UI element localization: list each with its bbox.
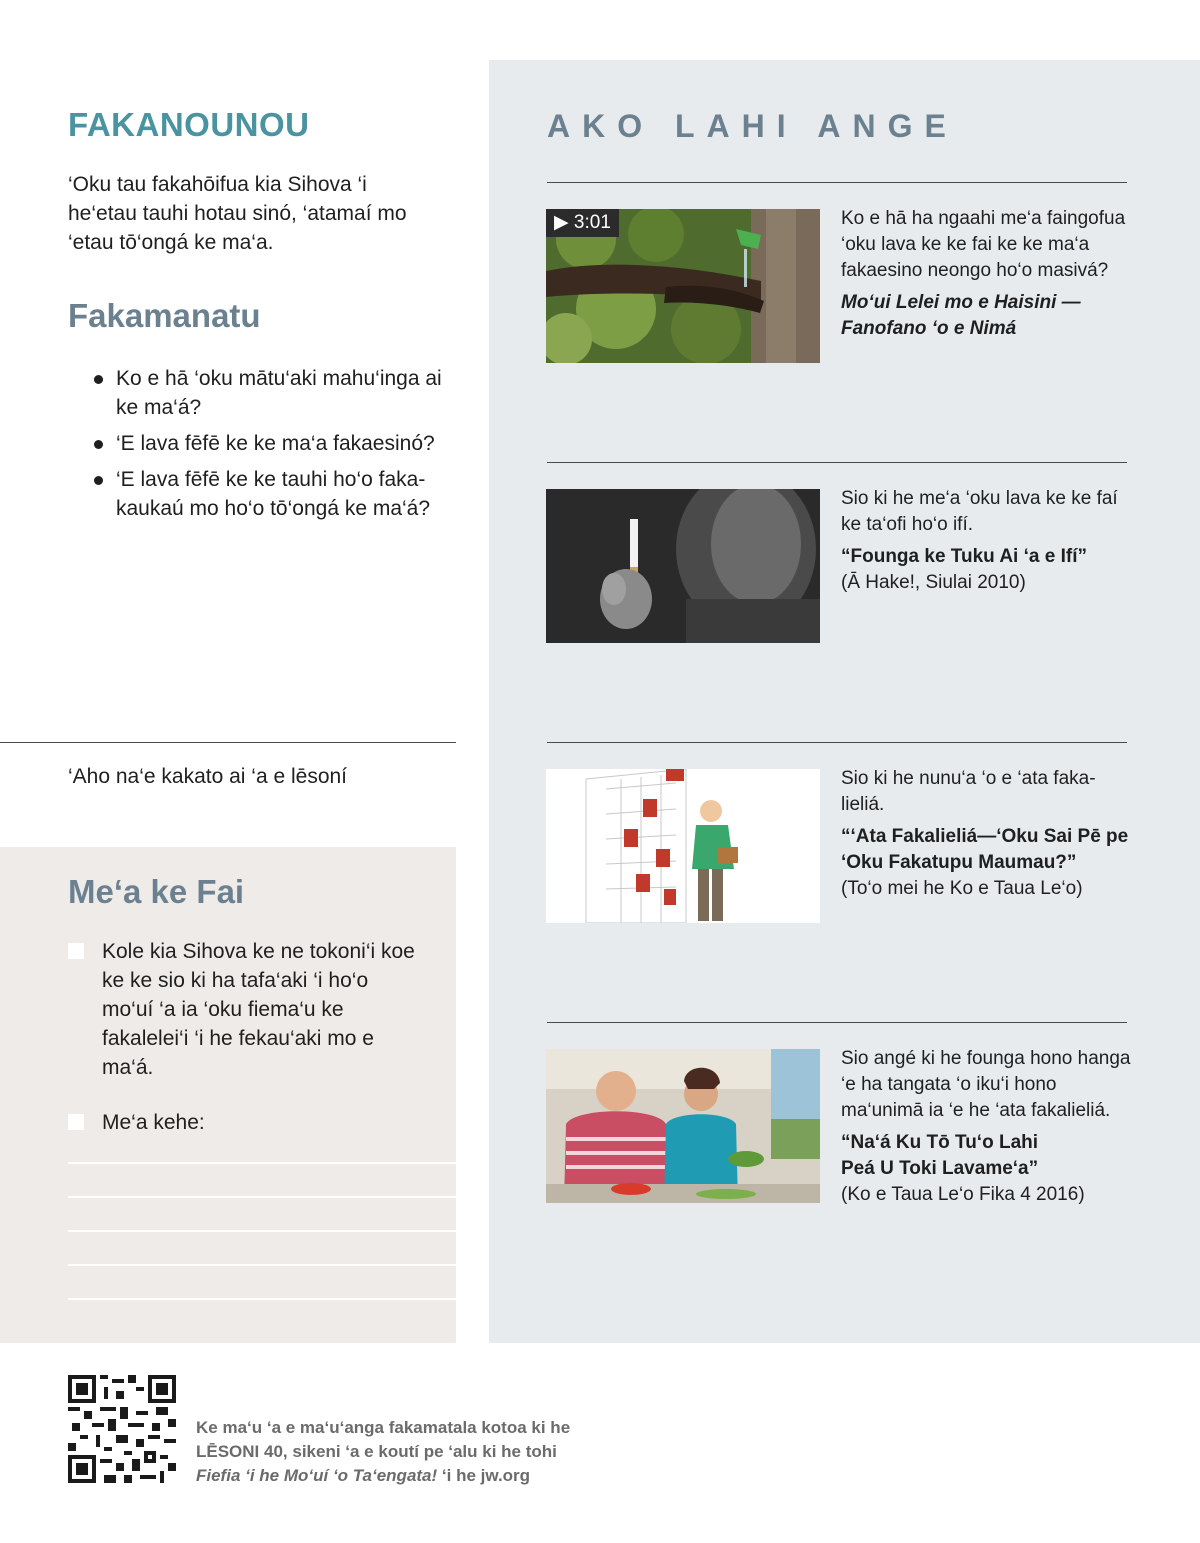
article-thumbnail-kitchen[interactable]: [546, 1049, 820, 1203]
todo-item-label: Kole kia Sihova ke ne tokoni‘i koe ke ke sio ki ha tafa‘aki ‘i ho‘o mo‘uí ‘a ia ‘oku fiema‘u ke fakalelei‘i ‘i he fekau‘aki mo e ma‘á.: [102, 940, 415, 1079]
divider: [547, 742, 1127, 743]
cigarette-image: [546, 489, 820, 643]
entry-source: (To‘o mei he Ko e Taua Le‘o): [841, 878, 1083, 899]
man-with-phone-image: [546, 769, 820, 923]
study-entry: [841, 766, 1131, 902]
review-list: [68, 364, 458, 530]
entry-link[interactable]: “‘Ata Fakalieliá—‘Oku Sai Pē pe ‘Oku Fakatupu Maumau?”: [841, 826, 1129, 873]
footer-line: LĒSONI 40, sikeni ‘a e koutí pe ‘alu ki he tohi: [196, 1442, 557, 1461]
study-entry: [841, 206, 1131, 342]
discuss-text: ‘Oku tau fakahōifua kia Sihova ‘i he‘etau tauhi hotau sinó, ‘atamaí mo ‘etau tō‘ongá ke ma‘a.: [68, 173, 407, 254]
entry-source: (Ko e Taua Le‘o Fika 4 2016): [841, 1184, 1085, 1205]
writing-line: [68, 1162, 456, 1164]
qr-code-icon[interactable]: [68, 1375, 176, 1483]
discuss-heading: FAKANOUNOU: [68, 106, 310, 143]
bullet-icon: [94, 375, 103, 384]
bullet-icon: [94, 440, 103, 449]
review-item: Ko e hā ‘oku mātu‘aki mahu‘inga ai ke ma‘á?: [68, 364, 458, 422]
writing-line: [68, 1264, 456, 1266]
article-thumbnail-pornography[interactable]: [546, 769, 820, 923]
todo-section: [0, 847, 456, 1343]
footer-line: [196, 1464, 570, 1488]
qr-code-graphic: [68, 1375, 176, 1483]
study-entry: [841, 1046, 1131, 1208]
panel-heading: AKO LAHI ANGE: [547, 108, 958, 144]
writing-line: [68, 1230, 456, 1232]
duration-badge: ▶ 3:01: [546, 209, 619, 237]
footer-link[interactable]: ‘i he jw.org: [437, 1466, 531, 1485]
play-icon: ▶: [554, 212, 569, 233]
entry-question: Ko e hā ha ngaahi me‘a faingofua ‘oku lava ke ke fai ke ke ma‘a fakaesino neongo ho‘o masivá?: [841, 208, 1126, 281]
entry-question: Sio ki he me‘a ‘oku lava ke ke faí ke ta‘ofi ho‘o ifí.: [841, 488, 1118, 535]
divider: [547, 462, 1127, 463]
lesson-completed-label: ‘Aho na‘e kakato ai ‘a e lēsoní: [68, 765, 348, 788]
video-thumbnail-handwashing[interactable]: [546, 209, 820, 363]
footer-text: [196, 1416, 570, 1488]
checkbox[interactable]: [68, 1114, 84, 1130]
todo-heading: Me‘a ke Fai: [68, 873, 245, 910]
couple-cooking-image: [546, 1049, 820, 1203]
review-item: ‘E lava fēfē ke ke ma‘a fakaesinó?: [68, 429, 458, 458]
footer-line: Ke ma‘u ‘a e ma‘u‘anga fakamatala kotoa ki he: [196, 1418, 571, 1437]
entry-source: (Ā Hake!, Siulai 2010): [841, 572, 1026, 593]
checkbox[interactable]: [68, 943, 84, 959]
review-heading: Fakamanatu: [68, 297, 261, 334]
study-entry: [841, 486, 1131, 596]
book-title: Fiefia ‘i he Mo‘uí ‘o Ta‘engata!: [196, 1466, 438, 1485]
writing-line: [68, 1196, 456, 1198]
article-thumbnail-smoking[interactable]: [546, 489, 820, 643]
further-study-panel: [489, 60, 1200, 1343]
todo-item-label: Me‘a kehe:: [102, 1111, 205, 1134]
entry-link[interactable]: “Na‘á Ku Tō Tu‘o Lahi Peá U Toki Lavame‘a”: [841, 1132, 1039, 1179]
entry-question: Sio ki he nunu‘a ‘o e ‘ata fakalieliá.: [841, 768, 1096, 815]
divider: [547, 182, 1127, 183]
entry-link[interactable]: “Founga ke Tuku Ai ‘a e Ifí”: [841, 546, 1087, 567]
bullet-icon: [94, 476, 103, 485]
divider: [0, 742, 456, 743]
entry-question: Sio angé ki he founga hono hanga ‘e ha tangata ‘o iku‘i hono ma‘unimā ia ‘e he ‘ata fakalieliá.: [841, 1048, 1131, 1121]
review-item: ‘E lava fēfē ke ke tauhi ho‘o fakakaukaú mo ho‘o tō‘ongá ke ma‘á?: [68, 465, 458, 523]
divider: [547, 1022, 1127, 1023]
writing-line: [68, 1298, 456, 1300]
entry-link[interactable]: Mo‘ui Lelei mo e Haisini —Fanofano ‘o e Nimá: [841, 292, 1081, 339]
